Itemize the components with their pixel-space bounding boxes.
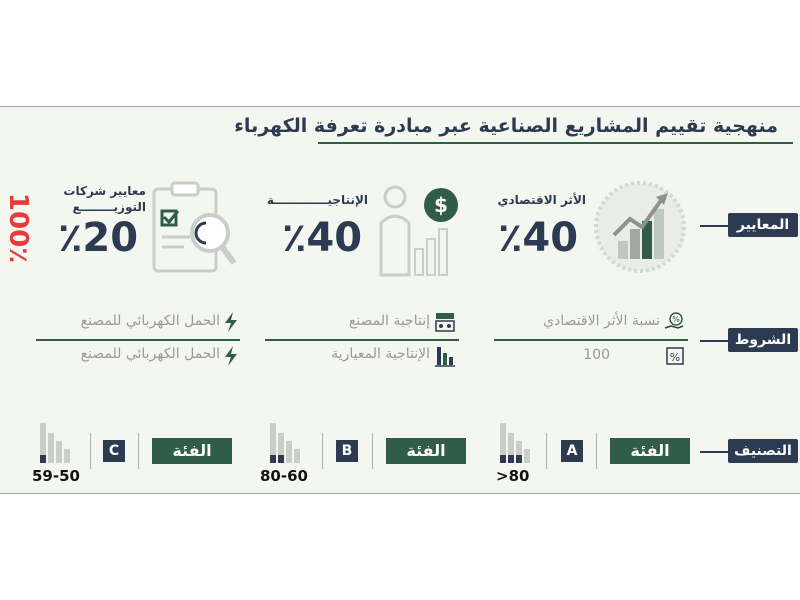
class-range-c: 59-50 — [32, 467, 80, 485]
classification-connector — [700, 451, 730, 453]
class-letter-a: A — [561, 440, 583, 462]
page-title: منهجية تقييم المشاريع الصناعية عبر مبادرة تعرفة الكهرباء — [234, 115, 778, 137]
criterion-percent-distribution: ٪20 — [58, 215, 139, 261]
signal-bars-icon — [40, 423, 76, 463]
condition-text-economic: نسبة الأثر الاقتصادي — [543, 313, 660, 329]
criterion-label-productivity: الإنتاجيـــــــــــــة — [266, 193, 368, 207]
row-label-conditions: الشروط — [728, 328, 798, 352]
worker-dollar-chart-icon — [375, 179, 465, 279]
conditions-connector — [700, 340, 730, 342]
condition-text-load-1: الحمل الكهربائي للمصنع — [80, 313, 220, 329]
condition-underline-2 — [265, 339, 459, 341]
condition-text-standard-productivity: الإنتاجية المعيارية — [331, 346, 430, 362]
row-label-classification: التصنيف — [728, 439, 798, 463]
factory-machine-icon — [434, 311, 456, 333]
criteria-connector — [700, 225, 730, 227]
svg-text:$: $ — [434, 193, 448, 217]
svg-text:%: % — [669, 351, 681, 364]
signal-bars-icon — [270, 423, 306, 463]
factory-chart-icon — [434, 345, 456, 367]
title-underline — [318, 142, 793, 144]
divider — [372, 433, 373, 469]
condition-text-economic-value: 100 — [583, 347, 610, 363]
category-badge-c: الفئة — [152, 438, 232, 464]
divider — [596, 433, 597, 469]
lightning-icon — [222, 345, 240, 367]
condition-underline-3 — [36, 339, 240, 341]
criterion-percent-productivity: ٪40 — [282, 215, 363, 261]
hand-percent-icon — [664, 312, 684, 332]
total-percent-text: 100٪ — [3, 192, 33, 264]
lightning-icon — [222, 311, 240, 333]
row-label-criteria: المعايير — [728, 213, 798, 237]
divider — [322, 433, 323, 469]
methodology-panel — [0, 106, 800, 494]
criterion-label-economic: الأثر الاقتصادي — [497, 193, 586, 207]
percent-box-icon — [666, 347, 684, 365]
condition-text-load-2: الحمل الكهربائي للمصنع — [80, 346, 220, 362]
condition-text-factory-productivity: إنتاجية المصنع — [348, 313, 430, 329]
category-badge-a: الفئة — [610, 438, 690, 464]
criterion-label-distribution: معايير شركات التوزيــــــــع — [63, 184, 146, 214]
clipboard-magnifier-icon — [150, 181, 240, 277]
class-letter-c: C — [103, 440, 125, 462]
signal-bars-icon — [500, 423, 536, 463]
rising-chart-icon — [592, 179, 688, 275]
condition-underline-1 — [494, 339, 688, 341]
class-letter-b: B — [336, 440, 358, 462]
divider — [138, 433, 139, 469]
total-percent — [2, 181, 34, 277]
divider — [90, 433, 91, 469]
category-badge-b: الفئة — [386, 438, 466, 464]
class-range-b: 80-60 — [260, 467, 308, 485]
class-range-a: >80 — [496, 467, 530, 485]
divider — [546, 433, 547, 469]
criterion-percent-economic: ٪40 — [498, 215, 579, 261]
svg-text:%: % — [672, 315, 680, 324]
